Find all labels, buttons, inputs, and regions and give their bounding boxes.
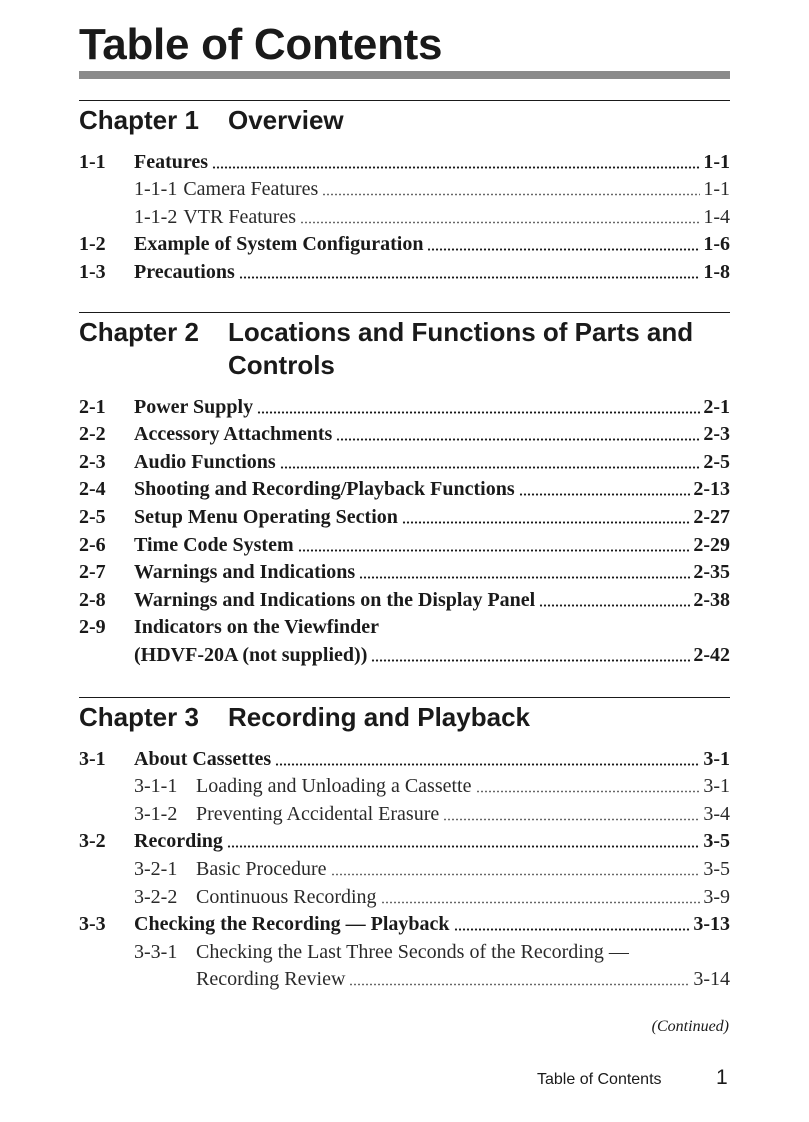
toc-entry[interactable] <box>79 474 730 502</box>
entry-page: 2-3 <box>703 423 730 446</box>
chapter-heading <box>79 701 730 734</box>
entry-number: 3-2 <box>79 830 106 853</box>
entry-page: 3-1 <box>703 747 730 770</box>
chapter-label: Chapter 2 <box>79 317 199 347</box>
subentry-number: 3-2-2 <box>134 885 178 908</box>
entry-page: 2-29 <box>693 533 730 556</box>
toc-entry[interactable] <box>79 229 730 257</box>
toc-entry[interactable] <box>79 256 730 284</box>
toc-entry[interactable] <box>79 419 730 447</box>
toc-subentry[interactable] <box>79 201 730 229</box>
entry-title: Recording <box>134 830 223 853</box>
dot-leader <box>381 901 701 904</box>
dot-leader <box>300 221 700 224</box>
entry-number: 2-9 <box>79 616 106 639</box>
entry-page: 2-27 <box>693 505 730 528</box>
subentry-title: VTR Features <box>183 205 297 228</box>
entry-number: 3-1 <box>79 747 106 770</box>
dot-leader <box>239 276 701 279</box>
footer-page-number: 1 <box>716 1066 728 1089</box>
toc-entry-continuation[interactable] <box>79 639 730 667</box>
entry-number: 2-7 <box>79 561 106 584</box>
toc-subentry-continuation[interactable] <box>79 964 730 992</box>
dot-leader <box>331 873 701 876</box>
subentry-page: 3-9 <box>703 885 730 908</box>
subentry-title: Preventing Accidental Erasure <box>196 802 440 825</box>
toc-entry[interactable] <box>79 584 730 612</box>
entry-page: 2-42 <box>693 643 730 666</box>
entry-page: 3-13 <box>693 913 730 936</box>
entry-title: Warnings and Indications <box>134 561 356 584</box>
entry-number: 2-8 <box>79 588 106 611</box>
entry-page: 2-1 <box>703 395 730 418</box>
dot-leader <box>519 493 691 496</box>
toc-subentry[interactable] <box>79 853 730 881</box>
dot-leader <box>402 521 690 524</box>
continued-note: (Continued) <box>651 1018 729 1035</box>
toc-entry[interactable] <box>79 826 730 854</box>
entry-page: 2-35 <box>693 561 730 584</box>
page-title: Table of Contents <box>79 20 443 69</box>
entry-number: 1-2 <box>79 233 106 256</box>
chapter-divider <box>79 312 730 313</box>
entry-title: About Cassettes <box>134 747 272 770</box>
toc-subentry[interactable] <box>79 881 730 909</box>
subentry-number: 3-1-2 <box>134 802 178 825</box>
subentry-number: 3-3-1 <box>134 940 178 963</box>
chapter-title: Recording and Playback <box>228 702 530 732</box>
entry-page: 1-8 <box>703 260 730 283</box>
chapter-divider <box>79 697 730 698</box>
entry-title: Shooting and Recording/Playback Functions <box>134 478 515 501</box>
chapter-heading <box>79 316 730 382</box>
entry-number: 2-6 <box>79 533 106 556</box>
subentry-title: Basic Procedure <box>196 857 327 880</box>
entry-title: Checking the Recording — Playback <box>134 913 450 936</box>
entry-title: Precautions <box>134 260 235 283</box>
subentry-title: Camera Features <box>183 178 319 201</box>
subentry-number: 1-1-1 <box>134 178 178 201</box>
chapter-3-section <box>79 697 730 991</box>
entry-page: 3-5 <box>703 830 730 853</box>
entry-number: 2-1 <box>79 395 106 418</box>
dot-leader <box>476 790 701 793</box>
subentry-title: Loading and Unloading a Cassette <box>196 775 472 798</box>
dot-leader <box>359 576 690 579</box>
subentry-page: 3-1 <box>703 775 730 798</box>
toc-entry[interactable] <box>79 612 730 640</box>
entry-number: 2-2 <box>79 423 106 446</box>
chapter-1-section <box>79 100 730 284</box>
subentry-number: 3-2-1 <box>134 857 178 880</box>
subentry-title: Checking the Last Three Seconds of the Recording — <box>196 940 629 963</box>
toc-subentry[interactable] <box>79 798 730 826</box>
subentry-page: 1-4 <box>703 205 730 228</box>
chapter-label: Chapter 1 <box>79 105 199 135</box>
chapter-divider <box>79 100 730 101</box>
chapter-2-section <box>79 312 730 667</box>
toc-entry[interactable] <box>79 501 730 529</box>
dot-leader <box>257 411 700 414</box>
entry-page: 1-6 <box>703 233 730 256</box>
toc-entry[interactable] <box>79 391 730 419</box>
entry-number: 1-3 <box>79 260 106 283</box>
toc-subentry[interactable] <box>79 174 730 202</box>
entry-title: Example of System Configuration <box>134 233 424 256</box>
chapter-title: Overview <box>228 105 344 135</box>
dot-leader <box>539 604 690 607</box>
entry-title: Features <box>134 150 209 173</box>
subentry-page: 3-4 <box>703 802 730 825</box>
dot-leader <box>371 659 690 662</box>
dot-leader <box>322 193 700 196</box>
entry-page: 2-38 <box>693 588 730 611</box>
dot-leader <box>443 818 700 821</box>
subentry-number: 1-1-2 <box>134 205 178 228</box>
entry-number: 2-3 <box>79 450 106 473</box>
entry-title: Time Code System <box>134 533 294 556</box>
dot-leader <box>454 928 691 931</box>
subentry-title: Continuous Recording <box>196 885 377 908</box>
dot-leader <box>427 248 700 251</box>
subentry-page: 1-1 <box>703 178 730 201</box>
subentry-title-line2: Recording Review <box>196 968 346 991</box>
entry-page: 2-5 <box>703 450 730 473</box>
entry-number: 2-5 <box>79 505 106 528</box>
toc-subentry[interactable] <box>79 936 730 964</box>
entry-title: Power Supply <box>134 395 254 418</box>
toc-entry[interactable] <box>79 557 730 585</box>
dot-leader <box>275 763 700 766</box>
subentry-number: 3-1-1 <box>134 775 178 798</box>
entry-title: Warnings and Indications on the Display Panel <box>134 588 536 611</box>
toc-entry[interactable] <box>79 146 730 174</box>
dot-leader <box>349 983 690 986</box>
entry-page: 2-13 <box>693 478 730 501</box>
entry-number: 1-1 <box>79 150 106 173</box>
toc-subentry[interactable] <box>79 771 730 799</box>
chapter-title: Locations and Functions of Parts and Controls <box>228 317 694 380</box>
entry-number: 3-3 <box>79 913 106 936</box>
subentry-page: 3-5 <box>703 857 730 880</box>
toc-entry[interactable] <box>79 909 730 937</box>
dot-leader <box>336 438 700 441</box>
toc-entry[interactable] <box>79 743 730 771</box>
dot-leader <box>212 166 700 169</box>
toc-entry[interactable] <box>79 446 730 474</box>
entry-title: Accessory Attachments <box>134 423 333 446</box>
toc-entry[interactable] <box>79 529 730 557</box>
entry-title: Setup Menu Operating Section <box>134 505 398 528</box>
chapter-heading <box>79 104 730 137</box>
dot-leader <box>280 466 701 469</box>
subentry-page: 3-14 <box>693 968 730 991</box>
entry-number: 2-4 <box>79 478 106 501</box>
entry-title: Audio Functions <box>134 450 276 473</box>
entry-title-line2: (HDVF-20A (not supplied)) <box>134 643 368 666</box>
footer-label: Table of Contents <box>537 1071 662 1088</box>
entry-page: 1-1 <box>703 150 730 173</box>
dot-leader <box>227 845 700 848</box>
chapter-label: Chapter 3 <box>79 702 199 732</box>
dot-leader <box>298 549 691 552</box>
entry-title: Indicators on the Viewfinder <box>134 616 379 639</box>
title-underline-bar <box>79 71 730 79</box>
